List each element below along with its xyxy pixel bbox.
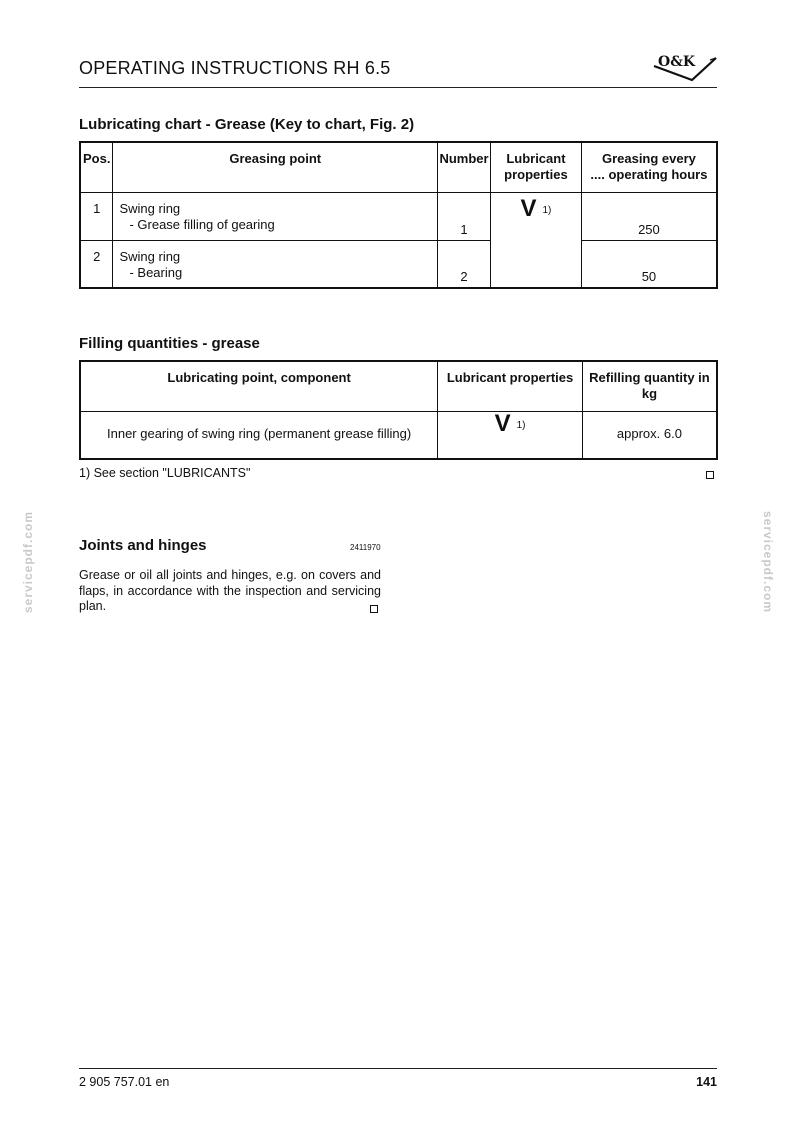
filling-header-row bbox=[80, 361, 717, 411]
footnote: 1) See section "LUBRICANTS" bbox=[79, 466, 251, 480]
row-hours: 250 bbox=[581, 192, 717, 240]
table-row bbox=[80, 411, 717, 459]
row-greasing-point bbox=[113, 240, 438, 288]
row-pos: 1 bbox=[80, 192, 113, 240]
end-of-section-mark bbox=[706, 471, 714, 479]
filling-quantities-title: Filling quantities - grease bbox=[79, 335, 260, 352]
page-number: 141 bbox=[696, 1075, 717, 1089]
joints-paragraph: Grease or oil all joints and hinges, e.g. on covers and flaps, in accordance with the inspection and servicing plan. bbox=[79, 568, 381, 613]
header-quantity-line1: Refilling quantity in bbox=[589, 370, 710, 385]
row-pos: 2 bbox=[80, 240, 113, 288]
header-refilling-quantity bbox=[582, 361, 717, 411]
header-quantity-line2: kg bbox=[641, 386, 658, 401]
lubricant-note: 1) bbox=[542, 204, 552, 216]
ok-logo bbox=[652, 52, 718, 82]
joints-title: Joints and hinges bbox=[79, 537, 207, 554]
header-number: Number bbox=[438, 142, 491, 192]
page-header-title: OPERATING INSTRUCTIONS RH 6.5 bbox=[79, 58, 391, 78]
lubricating-chart-table bbox=[79, 141, 718, 289]
row-point-sub: - Bearing bbox=[129, 264, 183, 280]
row-point-sub: - Grease filling of gearing bbox=[129, 216, 275, 232]
header-lubricant-line1: Lubricant bbox=[506, 151, 566, 166]
row-lubricating-point: Inner gearing of swing ring (permanent grease filling) bbox=[80, 411, 438, 459]
lubricant-symbol: V bbox=[520, 194, 537, 222]
header-pos: Pos. bbox=[80, 142, 113, 192]
end-of-section-mark bbox=[370, 605, 378, 613]
lubricant-note: 1) bbox=[516, 419, 526, 431]
header-greasing-every bbox=[581, 142, 717, 192]
row-point-name: Swing ring bbox=[119, 248, 181, 264]
table-row bbox=[80, 192, 717, 240]
lubricating-chart-title: Lubricating chart - Grease (Key to chart, Fig. 2) bbox=[79, 116, 415, 133]
header-every-line2: .... operating hours bbox=[590, 167, 708, 182]
filling-quantities-table bbox=[79, 360, 718, 460]
row-hours: 50 bbox=[581, 240, 717, 288]
header-greasing-point: Greasing point bbox=[113, 142, 438, 192]
row-refilling-quantity: approx. 6.0 bbox=[582, 411, 717, 459]
lubricating-chart-header-row bbox=[80, 142, 717, 192]
table-row bbox=[80, 240, 717, 288]
header-lubricant-properties: Lubricant properties bbox=[438, 361, 583, 411]
row-number: 1 bbox=[438, 192, 491, 240]
row-number: 2 bbox=[438, 240, 491, 288]
row-lubricant-properties bbox=[438, 411, 583, 459]
header-rule bbox=[79, 87, 717, 88]
watermark-left: servicepdf.com bbox=[21, 510, 35, 614]
logo-text: O&K bbox=[658, 54, 696, 70]
header-every-line1: Greasing every bbox=[601, 151, 696, 166]
section-id: 2411970 bbox=[350, 543, 381, 552]
lubricant-symbol: V bbox=[494, 409, 511, 437]
row-point-name: Swing ring bbox=[119, 200, 181, 216]
footer-rule bbox=[79, 1068, 717, 1069]
document-number: 2 905 757.01 en bbox=[79, 1075, 170, 1089]
row-greasing-point bbox=[113, 192, 438, 240]
header-lubricant-properties bbox=[491, 142, 582, 192]
header-lubricant-line2: properties bbox=[504, 167, 568, 182]
header-lubricating-point: Lubricating point, component bbox=[80, 361, 438, 411]
row-lubricant-properties bbox=[491, 192, 582, 288]
watermark-right: servicepdf.com bbox=[761, 510, 775, 614]
